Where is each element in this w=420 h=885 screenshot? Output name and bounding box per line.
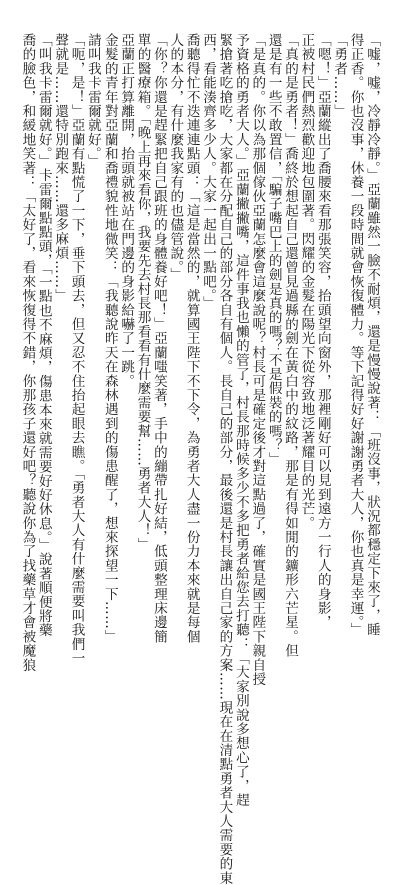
text-column: 緊搶著吃搶吃，大家都在分配自己的部分各自有個人。長自己的部分，最後還是村長讓出自己家的方案……現在在清點勇者大人需要的東: [216, 33, 233, 885]
text-column: 「呃，是！」亞蘭有點慌了一下，垂下頭去，但又忍不住抬起眼去瞧。「勇者大人有什麼需要叫我們一: [68, 33, 85, 666]
text-column: 還是有一些不敢置信，「騙子嘴巴上的劍是真的嗎？不是假裝的嗎？」: [265, 33, 282, 467]
text-column: 喬聽得忙不迭連連點頭：「這是當然的，就算國王陛下不下令，為勇者大人盡一份力本來就是每個: [183, 33, 200, 644]
text-column: 「真的是勇者！」喬終於想起自己還曾見過縣的劍在黃白中的紋路，那是有得如閒的鑛形六芒星。但: [282, 33, 299, 658]
text-column: 請叫我卡雷爾就好。」: [84, 33, 101, 169]
text-column: 「嘘，嘘，冷靜冷靜。」亞蘭雖然一臉不耐煩，還是慢慢說著：「班沒事，狀況都穩定下來了，睡: [364, 33, 380, 637]
text-column: 「嗯！」亞蘭縱出了喬腰來看那張笑容，抬頭望向窗外，那裡剛好可以見到遠方一行人的身影，: [314, 33, 331, 630]
text-column: 予資格的勇者大人。」亞蘭撇撇嘴，這件事我也懶的管了，村長那時候多少不多把勇者給您去打聽：「大家別說多想心了，趕: [232, 33, 249, 808]
text-column: 聲就是……還特別跑來……還多麻煩……」: [52, 33, 69, 303]
text-column: 「勇者……」: [331, 33, 348, 119]
text-column: 單的醫療箱。「晚上再來看你，我要先去村長那看看有什麼需要幫……勇者大人！」: [134, 33, 151, 552]
text-column: 亞蘭正打算離開，抬頭就被站在門邊的身影給嚇了一跳。: [118, 33, 135, 388]
text-column: 「你？你還是趕緊把自己跟班的身體養好吧！」亞蘭嗤笑著，手中的繃帶扎好結，低頭整理床邊簡: [150, 33, 167, 644]
text-column: 喬的臉色，和緩地笑著：「太好了，看來恢復得不錯，你那孩子還好吧？聽說你為了找藥草才會被魔狼: [19, 33, 36, 672]
vertical-text-block: [19, 33, 380, 885]
text-column: 「叫我卡雷爾就好。」卡雷爾點點頭，「一點也不麻煩，傷患本來就需要好好休息。」說著順便將藥: [35, 33, 52, 638]
text-column: 人的本分，有什麼我家有的也儘管說。」: [167, 33, 184, 282]
text-column: 西，看能湊齊多少人。大家一起出一點吧。」: [200, 33, 217, 311]
text-column: 得正香。你也沒事，休養一段時間就會恢復體力。等下記得好好謝謝勇者大人，你也真是幸運。」: [347, 33, 364, 637]
text-column: 「是真的。你以為那個傢伙亞蘭怎麼會這麼說呢？村長可是確定後才對這點過了，確實是國王陛下親自授: [249, 33, 266, 687]
text-column: 正被村民們熱烈歡迎地包圍著。閃耀的金髮在陽光下從容致地泛著耀目的光芒。: [298, 33, 315, 530]
text-column: 金髮的青年對亞蘭和喬禮貌性地微笑：「我聽說昨天在森林遇到的傷患醒了，想來探望一下……」: [101, 33, 118, 644]
